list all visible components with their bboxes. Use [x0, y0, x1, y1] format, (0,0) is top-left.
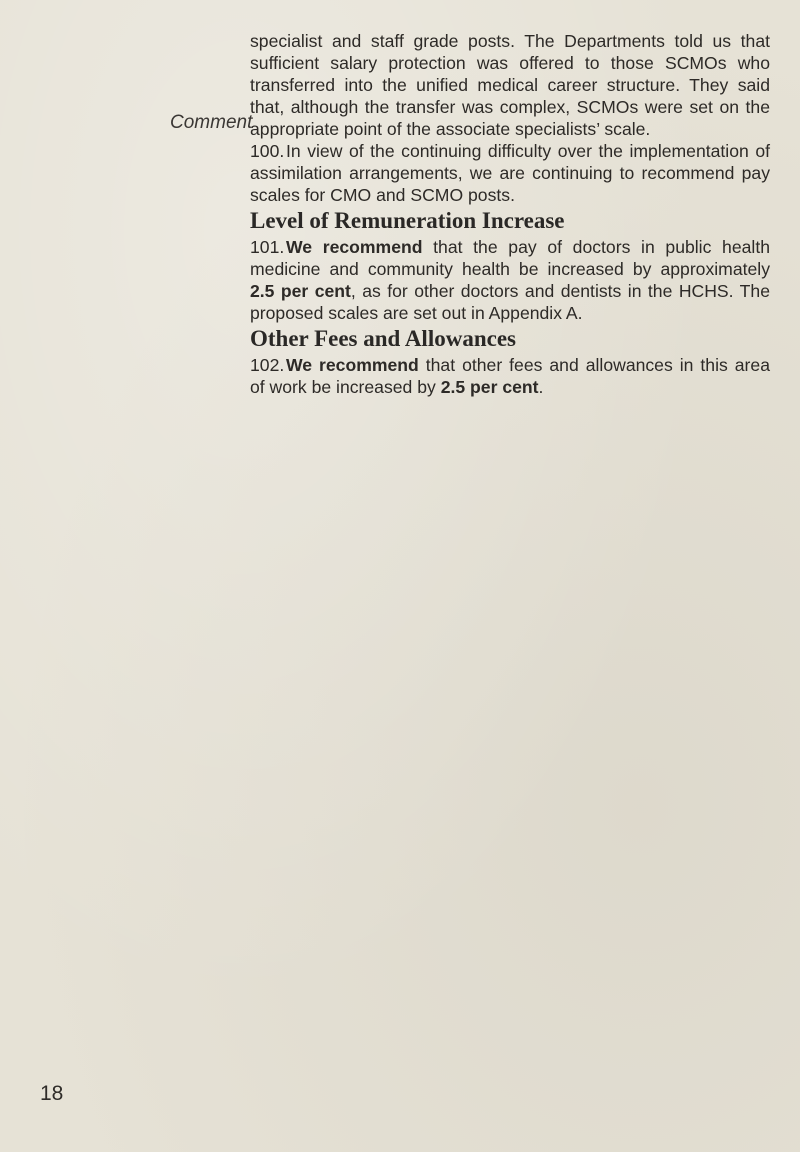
paragraph-text: In view of the continuing difficulty over the implementation of assimilation arrangements, we are continuing to recommend pay scales for CMO and SCMO posts. — [250, 141, 770, 205]
paragraph-101 — [250, 236, 770, 324]
page-number: 18 — [40, 1082, 64, 1105]
paragraph-text: that other fees and allowances in this area of work be increased by — [250, 355, 770, 397]
percent-emphasis: 2.5 per cent — [440, 377, 539, 397]
paragraph-text-tail: , as for other doctors and dentists in the HCHS. The proposed scales are set out in Appendix A. — [250, 281, 770, 323]
paragraph-number: 101. — [250, 237, 285, 257]
paragraph-text-tail: . — [538, 377, 544, 397]
paragraph-102 — [250, 354, 770, 398]
heading-other-fees: Other Fees and Allowances — [250, 326, 516, 351]
percent-emphasis: 2.5 per cent — [250, 281, 351, 301]
paragraph-text: that the pay of doctors in public health medicine and community health be increased by approximately — [250, 237, 770, 279]
main-content — [250, 30, 770, 398]
paragraph-100 — [250, 140, 770, 206]
recommend-emphasis: We recommend — [286, 237, 423, 257]
heading-level-of-remuneration: Level of Remuneration Increase — [250, 208, 565, 233]
paragraph-number: 102. — [250, 355, 285, 375]
margin-note-comment: Comment — [170, 112, 253, 133]
recommend-emphasis: We recommend — [286, 355, 419, 375]
paragraph-intro: specialist and staff grade posts. The Departments told us that sufficient salary protection was offered to those SCMOs who transferred into the unified medical career structure. They said that, although the transfer was complex, SCMOs were set on the appropriate point of the associate specialists’ scale. — [250, 31, 770, 139]
paragraph-number: 100. — [250, 141, 285, 161]
